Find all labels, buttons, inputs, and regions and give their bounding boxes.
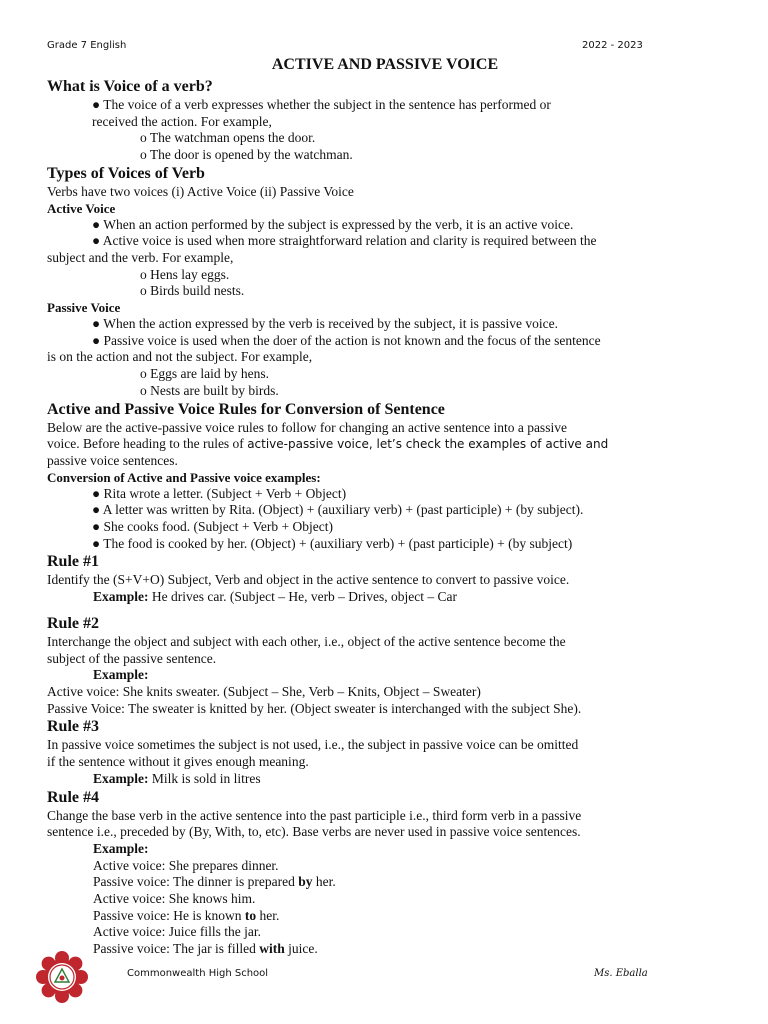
- example-line: [47, 771, 687, 788]
- example-emphasis: to: [244, 907, 257, 923]
- example-label: Example:: [93, 667, 149, 683]
- example-text: Milk is sold in litres: [148, 770, 261, 786]
- example-text: He drives car. (Subject – He, verb – Drives, object – Car: [148, 589, 458, 605]
- example-item: o The door is opened by the watchman.: [140, 147, 353, 163]
- example-label: Example:: [93, 840, 149, 856]
- footer-school-name: Commonwealth High School: [127, 968, 269, 979]
- paragraph: Interchange the object and subject with each other, i.e., object of the active sentence become the: [47, 633, 566, 649]
- example-item: o Birds build nests.: [140, 283, 245, 299]
- subheading-active-voice: Active Voice: [47, 200, 116, 216]
- example-text: her.: [256, 907, 280, 923]
- bullet-text: ● When an action performed by the subject is expressed by the verb, it is an active voice.: [92, 216, 574, 232]
- bullet-text: ● The voice of a verb expresses whether the subject in the sentence has performed or: [92, 97, 551, 112]
- paragraph: Verbs have two voices (i) Active Voice (ii) Passive Voice: [47, 183, 354, 199]
- bullet-text-cont: is on the action and not the subject. For example,: [47, 349, 313, 365]
- paragraph-part-sans: active-passive voice, let’s check the examples of active and: [247, 437, 609, 452]
- example-text: Passive voice: He is known: [93, 907, 245, 923]
- bullet-text: ● She cooks food. (Subject + Verb + Object): [92, 519, 333, 535]
- section-heading-rules: Active and Passive Voice Rules for Conversion of Sentence: [47, 400, 445, 418]
- rule-4-heading: Rule #4: [47, 788, 99, 806]
- example-text: her.: [312, 874, 336, 890]
- bullet-text: ● Active voice is used when more straightforward relation and clarity is required between the: [92, 233, 597, 249]
- footer-teacher-name: Ms. Eballa: [594, 968, 648, 979]
- document-body: [47, 77, 687, 958]
- example-active: Active voice: She knits sweater. (Subject – She, Verb – Knits, Object – Sweater): [47, 683, 481, 699]
- bullet-text: ● When the action expressed by the verb is received by the subject, it is passive voice.: [92, 316, 559, 332]
- example-emphasis: with: [259, 941, 285, 957]
- example-item: o Hens lay eggs.: [140, 266, 230, 282]
- paragraph: In passive voice sometimes the subject is not used, i.e., the subject in passive voice can be omitted: [47, 737, 579, 753]
- section-heading-voice: What is Voice of a verb?: [47, 78, 213, 95]
- example-active: Active voice: She prepares dinner.: [93, 857, 279, 873]
- subheading-passive-voice: Passive Voice: [47, 300, 121, 316]
- bullet-text: ● Passive voice is used when the doer of the action is not known and the focus of the sentence: [92, 332, 601, 348]
- bullet-text: ● The food is cooked by her. (Object) + (auxiliary verb) + (past participle) + (by subject): [92, 535, 573, 551]
- example-passive: [47, 874, 687, 891]
- paragraph: subject of the passive sentence.: [47, 650, 217, 666]
- example-label: Example:: [93, 589, 149, 605]
- example-item: o The watchman opens the door.: [140, 130, 316, 146]
- bullet-text: ● Rita wrote a letter. (Subject + Verb + Object): [92, 485, 347, 501]
- rule-1-heading: Rule #1: [47, 553, 99, 571]
- paragraph: passive voice sentences.: [47, 452, 178, 468]
- example-text: Passive voice: The jar is filled: [93, 941, 260, 957]
- paragraph: sentence i.e., preceded by (By, With, to, etc). Base verbs are never used in passive voice sentences.: [47, 824, 581, 840]
- rule-3-heading: Rule #3: [47, 718, 99, 736]
- example-emphasis: by: [298, 874, 313, 890]
- example-active: Active voice: Juice fills the jar.: [93, 924, 261, 940]
- example-label: Example:: [93, 770, 149, 786]
- bullet-text-cont: subject and the verb. For example,: [47, 249, 234, 265]
- header-grade: Grade 7 English: [47, 40, 127, 51]
- example-item: o Nests are built by birds.: [140, 382, 279, 398]
- paragraph: Change the base verb in the active sentence into the past participle i.e., third form verb in a passive: [47, 807, 582, 823]
- example-line: [47, 667, 687, 684]
- example-text: Passive voice: The dinner is prepared: [93, 874, 299, 890]
- paragraph: Identify the (S+V+O) Subject, Verb and object in the active sentence to convert to passive voice.: [47, 572, 570, 588]
- example-active: Active voice: She knows him.: [93, 891, 256, 907]
- paragraph: if the sentence without it gives enough meaning.: [47, 754, 309, 770]
- subheading-conversion-examples: Conversion of Active and Passive voice examples:: [47, 469, 321, 485]
- rule-2-heading: Rule #2: [47, 614, 99, 632]
- paragraph-part: voice. Before heading to the rules of: [47, 436, 248, 452]
- paragraph-line: [47, 436, 687, 453]
- header-year: 2022 - 2023: [582, 40, 643, 51]
- example-text: juice.: [284, 941, 318, 957]
- bullet-text-cont: received the action. For example,: [92, 113, 272, 129]
- paragraph: Below are the active-passive voice rules to follow for changing an active sentence into a passive: [47, 419, 567, 435]
- bullet-text: ● A letter was written by Rita. (Object) + (auxiliary verb) + (past participle) + (by subject).: [92, 502, 584, 518]
- example-passive: Passive Voice: The sweater is knitted by her. (Object sweater is interchanged with the subject She).: [47, 700, 582, 716]
- example-passive: [47, 941, 687, 958]
- page-title: ACTIVE AND PASSIVE VOICE: [271, 56, 499, 73]
- example-line: [47, 589, 687, 606]
- example-item: o Eggs are laid by hens.: [140, 366, 269, 382]
- example-passive: [47, 908, 687, 925]
- example-line: [47, 841, 687, 858]
- section-heading-types: Types of Voices of Verb: [47, 164, 205, 182]
- school-logo-icon: [36, 951, 88, 1003]
